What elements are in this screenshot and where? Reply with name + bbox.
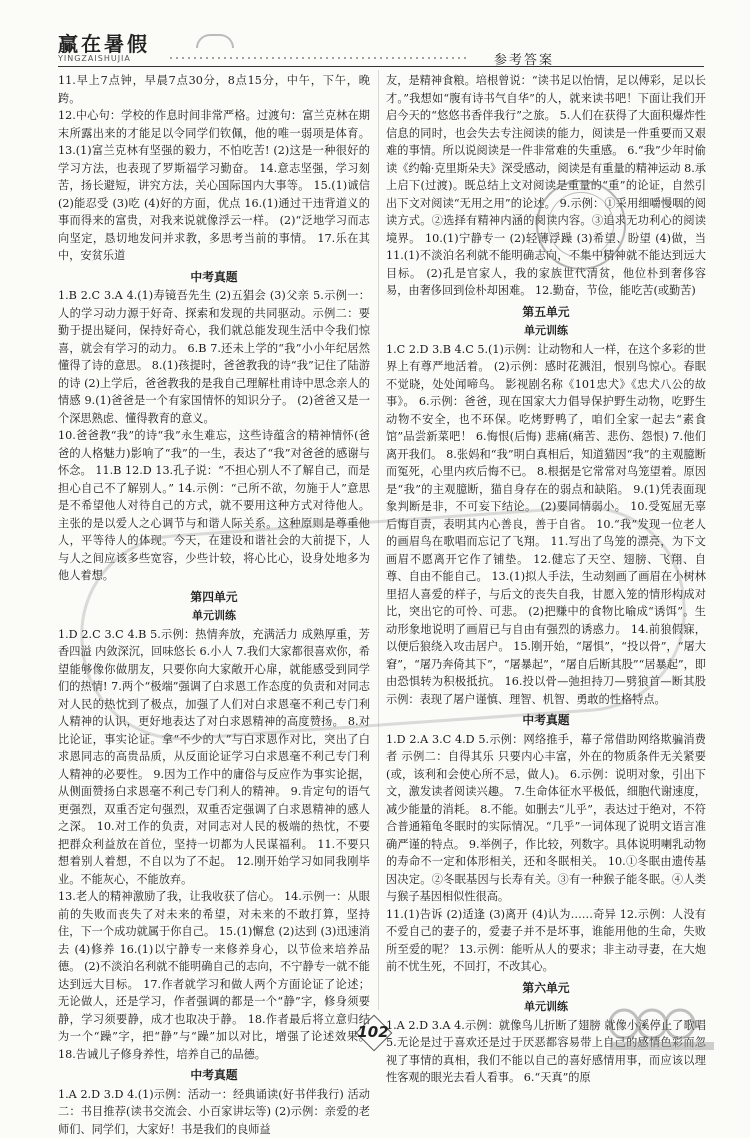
- answer-paragraph: 1.A 2.D 3.A 4.示例：就像鸟儿折断了翅膀 就像小溪停止了歌唱 5.无论是过于喜欢还是过于厌恶都容易带上自己的感情色彩而忽视了事情的真相，我们不能以自己的喜好感情用事，而应该以理性客观的眼光去看人看事。 6.“天真”的原: [386, 1017, 706, 1087]
- answer-paragraph: 1.A 2.D 3.D 4.(1)示例：活动一：经典诵读(好书伴我行) 活动二：书目推荐(读书交流会、小百家讲坛等) (2)示例：亲爱的老师们、同学们，大家好！书是我们的良师益: [58, 1086, 370, 1138]
- unit-heading: 第五单元: [386, 304, 706, 322]
- header-rule: [58, 66, 704, 67]
- answer-paragraph: 12.中心句：学校的作息时间非常严格。过渡句：富兰克林在期末所露出来的才能足以令同学们钦佩，他的唯一弱项是体育。 13.(1)富兰克林有坚强的毅力，不怕吃苦! (2)这是一种很好的学习方法，也表现了罗斯福学习勤奋。 14.意志坚强，学习刻苦，扬长避短，讲究方法，关心国际国内大事等。 15.(1)诚信 (2)能忍受 (3)吃 (4)好的方面，优点 16.(1)通过干违背道义的事而得来的富贵，对我来说就像浮云一样。 (2)“泛地学习而志向坚定，恳切地发问并求教，多思考当前的事情。 17.乐在其中，安贫乐道: [58, 107, 370, 265]
- brand-title: 赢在暑假: [58, 28, 150, 57]
- answer-paragraph: 13.老人的精神激励了我，让我收获了信心。 14.示例一：从眼前的失败而丧失了对未来的希望，对未来的不敢打算，坚持住，下一个成功就属于你自己。 15.(1)懈怠 (2)达到 (3)迅速消去 (4)修养 16.(1)以宁静专一来修养身心，以节俭来培养品德。 (2)不淡泊名利就不能明确自己的志向，不宁静专一就不能达到远大目标。 17.作者就学习和做人两个方面论证了论述；无论做人，还是学习，作者强调的都是一个“静”字，修身须要静，学习须要静，成才也取决于静。 18.作者最后将立意归结为一个“躁”字，把“静”与“躁”加以对比，增强了论述效果。 18.告诫儿子修身养性，培养自己的品德。: [58, 888, 370, 1063]
- decorative-arc-icon: [196, 34, 234, 48]
- answer-paragraph: 11.早上7点钟，早晨7点30分，8点15分，中午，下午，晚跨。: [58, 72, 370, 107]
- answer-paragraph: 10.爸爸教“我”的诗“我”永生难忘，这些诗蕴含的精神情怀(爸爸的人格魅力)影响了“我”的一生，表达了“我”对爸爸的感谢与怀念。 11.B 12.D 13.孔子说：“不担心别人不了解自己，而是担心自己不了解别人。” 14.示例：“己所不欲，勿施于人”意思是不希望他人对待自己的方式，就不要用这种方式对待他人。主张的是以爱人之心调节与和谐人际关系。这种原则是尊重他人，平等待人的体现。今天，在建设和谐社会的大前提下，人与人之间应该多些宽容，少些计较，将心比心，设身处地多为他人着想。: [58, 427, 370, 585]
- answer-paragraph: 1.B 2.C 3.A 4.(1)寿镜吾先生 (2)五猖会 (3)父亲 5.示例一：人的学习动力源于好奇、探索和发现的共同驱动。示例二：要勤于提出疑问，保持好奇心，我们就总能发现生活中令我们惊喜，就会有学习的动力。 6.B 7.还未上学的“我”小小年纪居然懂得了诗的意思。 8.(1)孩提时，爸爸教我的诗“我”记住了陆游的诗 (2)上学后，爸爸教我的是我自己理解杜甫诗中思念亲人的情感 9.(1)爸爸是一个有家国情怀的知识分子。 (2)爸爸又是一个深思熟虑、懂得教育的意义。: [58, 287, 370, 427]
- watermark-outline: [74, 499, 693, 747]
- unit-subheading: 单元训练: [58, 607, 370, 625]
- answer-paragraph: 1.D 2.C 3.C 4.B 5.示例：热情奔放，充满活力 成熟厚重，芳香四溢 内敛深沉，回味悠长 6.小人 7.我们大家都很喜欢你，希望能够像你做朋友，只要你向大家敞开心扉，就能感受到同学们的热情! 7.两个“极端”强调了白求恩工作态度的负责和对同志对人民的热忱到了极点，加强了人们对白求恩毫不利己专门利人精神的认识，更好地表达了对白求恩精神的高度赞扬。 8.对比论证，事实论证。拿“不少的人”与白求恩作对比，突出了白求恩同志的高贵品质，从反面论证学习白求恩毫不利己专门利人精神的必要性。 9.因为工作中的庸俗与反应作为事实论据，从侧面赞扬白求恩毫不利己专门利人的精神。 9.肯定句的语气更强烈，双重否定句强烈，双重否定强调了白求恩精神的感人之深。 10.对工作的负责，对同志对人民的极端的热忱，不要把群众利益放在首位，坚持一切都为人民谋福利。 11.不要只想着别人着想，不自以为了不起。 12.刚开始学习如同我刚毕业。不能灰心，不能放弃。: [58, 626, 370, 889]
- section-label: 参考答案: [494, 49, 554, 68]
- decorative-dot-band: [168, 55, 468, 61]
- unit-heading: 第四单元: [58, 589, 370, 607]
- section-heading: 中考真题: [58, 1067, 370, 1085]
- answer-paragraph: 1.D 2.A 3.C 4.D 5.示例：网络推手，幕子常借助网络欺骗消费者 示例二：自得其乐 只要内心丰富，外在的物质条件无关紧要(或，该利和会使心所不忌，做人)。 6.示例：说明对象，引出下文，激发读者阅读兴趣。 7.生命体征水平极低，细胞代谢速度，减少能量的消耗。 8.不能。如删去“儿乎”，表达过于绝对，不符合普通箱龟冬眠时的实际情况。“几乎”一词体现了说明文语言准确严谨的特点。 9.举例子，作比较，列数字。具体说明喇乳动物的寿命不一定和体形相关，还和冬眠相关。 10.①冬眠由遗传基因决定。②冬眠基因与长寿有关。③有一种猴子能冬眠。④人类与猴子基因相似性很高。: [386, 731, 706, 906]
- brand-subtitle: YINGZAISHUJIA: [58, 54, 131, 63]
- answer-paragraph: 友，是精神食粮。培根曾说：“读书足以怡情，足以傅彩，足以长才。”我想如“腹有诗书气自华”的人，就来读书吧！下面让我们开启今天的“悠悠书香伴我行”之旅。 5.人们在获得了大面积爆炸性信息的同时，也会失去专注阅读的能力，阅读是一件重要而又艰难的事情。所以说阅读是一件非常难的失重感。 6.“我”少年时偷读《约翰·克里斯朵夫》深受感动，阅读是有重量的精神运动 8.承上启下(过渡)。既总结上文对阅读是重量的“重”的论证，自然引出下文对阅读“无用之用”的论述。 9.示例：①采用细嚼慢咽的阅读方式。②选择有精神内涵的阅读内容。③追求无功利心的阅读境界。 10.(1)宁静专一 (2)轻薄浮躁 (3)希望、盼望 (4)做，当 11.(1)不淡泊名利就不能明确志向，不集中精神就不能达到远大目标。 (2)孔是官家人，我的家族世代清贫，他位朴到奢侈容易，由奢侈回到俭朴却困难。 12.勤奋，节俭，能吃苦(或勤苦): [386, 72, 706, 300]
- page-number: 102: [343, 1023, 403, 1041]
- unit-subheading: 单元训练: [386, 322, 706, 340]
- answer-paragraph: 11.(1)告诉 (2)适逢 (3)离开 (4)认为……奇异 12.示例：人没有不爱自己的妻子的，爱妻子并不是坏事，谁能用他的生命，失败所至爱的呢？ 13.示例：能听从人的要求；非主动寻妻，在大炮前不忧生死，不回打，不改其心。: [386, 906, 706, 976]
- unit-heading: 第六单元: [386, 980, 706, 998]
- unit-subheading: 单元训练: [386, 998, 706, 1016]
- section-heading: 中考真题: [386, 712, 706, 730]
- section-heading: 中考真题: [58, 269, 370, 287]
- page-number-badge: [343, 1018, 403, 1048]
- answer-paragraph: 1.C 2.D 3.B 4.C 5.(1)示例：让动物和人一样，在这个多彩的世界上有尊严地活着。 (2)示例：感时花溅泪，恨别鸟惊心。春眠不觉晓，处处闻啼鸟。 影视剧名称《101忠犬》《忠犬八公的故事》。 6.示例：爸爸，现在国家大力倡导保护野生动物，吃野生动物不安全，也不环保。吃烤野鸭了，咱们全家一起去“素食馆”品尝新菜吧！ 6.悔恨(后悔) 悲痛(痛苦、悲伤、怨恨) 7.他们离开我们。 8.张妈和“我”明白真相后，知道猫因“我”的主观臆断而冤死，心里内疚后悔不已。 8.根据是它常常对鸟笼望着。原因是“我”的主观臆断，猫自身存在的弱点和缺陷。 9.(1)凭表面现象判断是非，不可妄下结论。 (2)要同情弱小。 10.受冤屈无辜后悔自责，表明其内心善良，善于自省。 10.“我”发现一位老人的画眉鸟在歌唱而忘记了飞翔。 11.写出了鸟笼的漂亮，为下文画眉不愿离开它作了铺垫。 12.健忘了天空、翅膀、飞翔、自尊、自由不能自己。 13.(1)拟人手法，生动刻画了画眉在小树林里招人喜爱的样子，与后文的丧失自我，甘愿入笼的情形构成对比，突出它的可怜、可悲。 (2)把赚中的食物比喻成“诱饵”。生动形象地说明了画眉已与自由有强烈的诱惑力。 14.前狼假寐，以便后狼绕入攻击居户。 15.刚开始，“屠惧”，“投以骨”，“屠大窘”，“屠乃奔倚其下”，“屠暴起”，“屠自后断其股”“居暴起”，即由恐惧转为积极抵抗。 16.投以骨—弛担持刀—劈狼首—断其股 示例：表现了屠户谨慎、理智、机智、勇敢的性格特点。: [386, 341, 706, 709]
- page-header: [0, 0, 750, 78]
- watermark-logo-icon: [604, 1004, 724, 1054]
